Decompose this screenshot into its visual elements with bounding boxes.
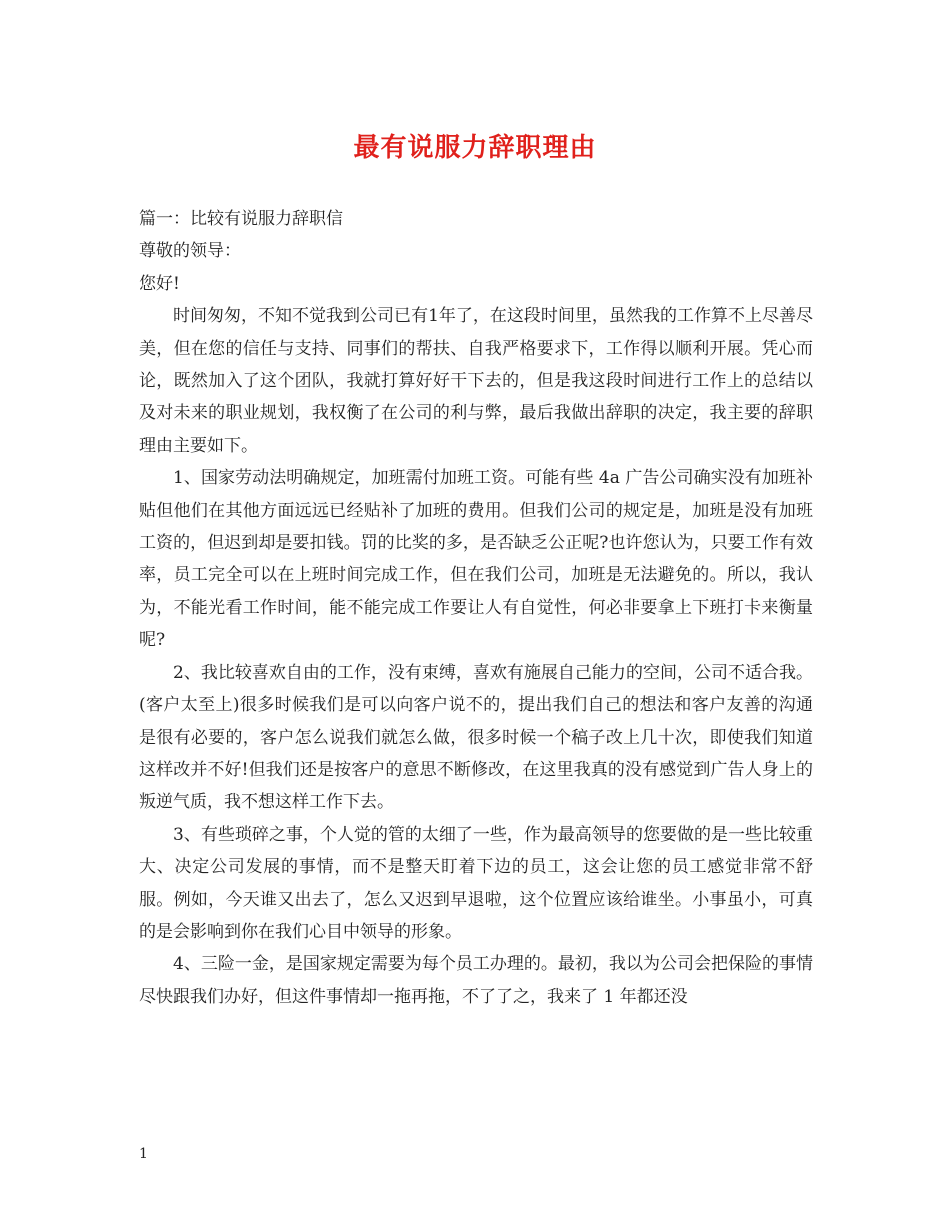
- paragraph-reason-3: 3、有些琐碎之事，个人觉的管的太细了一些，作为最高领导的您要做的是一些比较重大、决定公司发展的事情，而不是整天盯着下边的员工，这会让您的员工感觉非常不舒服。例如，今天谁又出去了，怎么又迟到早退啦，这个位置应该给谁坐。小事虽小，可真的是会影响到你在我们心目中领导的形象。: [139, 824, 813, 942]
- paragraph-intro: 时间匆匆，不知不觉我到公司已有1年了，在这段时间里，虽然我的工作算不上尽善尽美，但在您的信任与支持、同事们的帮扶、自我严格要求下，工作得以顺利开展。凭心而论，既然加入了这个团队，我就打算好好干下去的，但是我这段时间进行工作上的总结以及对未来的职业规划，我权衡了在公司的利与弊，最后我做出辞职的决定，我主要的辞职理由主要如下。: [139, 306, 813, 456]
- paragraph-reason-1: 1、国家劳动法明确规定，加班需付加班工资。可能有些 4a 广告公司确实没有加班补贴但他们在其他方面远远已经贴补了加班的费用。但我们公司的规定是，加班是没有加班工资的，但迟到却是要扣钱。罚的比奖的多，是否缺乏公正呢?也许您认为，只要工作有效率，员工完全可以在上班时间完成工作，但在我们公司，加班是无法避免的。所以，我认为，不能光看工作时间，能不能完成工作要让人有自觉性，何必非要拿上下班打卡来衡量呢?: [139, 468, 813, 651]
- paragraph-reason-4: 4、三险一金，是国家规定需要为每个员工办理的。最初，我以为公司会把保险的事情尽快跟我们办好，但这件事情却一拖再拖，不了了之，我来了 1 年都还没: [139, 954, 813, 1007]
- document-title: 最有说服力辞职理由: [353, 133, 597, 163]
- paragraph-reason-2: 2、我比较喜欢自由的工作，没有束缚，喜欢有施展自己能力的空间，公司不适合我。(客户太至上)很多时候我们是可以向客户说不的，提出我们自己的想法和客户友善的沟通是很有必要的，客户怎么说我们就怎么做，很多时候一个稿子改上几十次，即使我们知道这样改并不好!但我们还是按客户的意思不断修改，在这里我真的没有感觉到广告人身上的叛逆气质，我不想这样工作下去。: [139, 662, 813, 813]
- greeting: 您好!: [139, 273, 180, 294]
- section-heading: 篇一：比较有说服力辞职信: [139, 209, 343, 229]
- document-body: [139, 203, 813, 1013]
- salutation: 尊敬的领导：: [139, 241, 241, 262]
- page-number: 1: [139, 1146, 148, 1162]
